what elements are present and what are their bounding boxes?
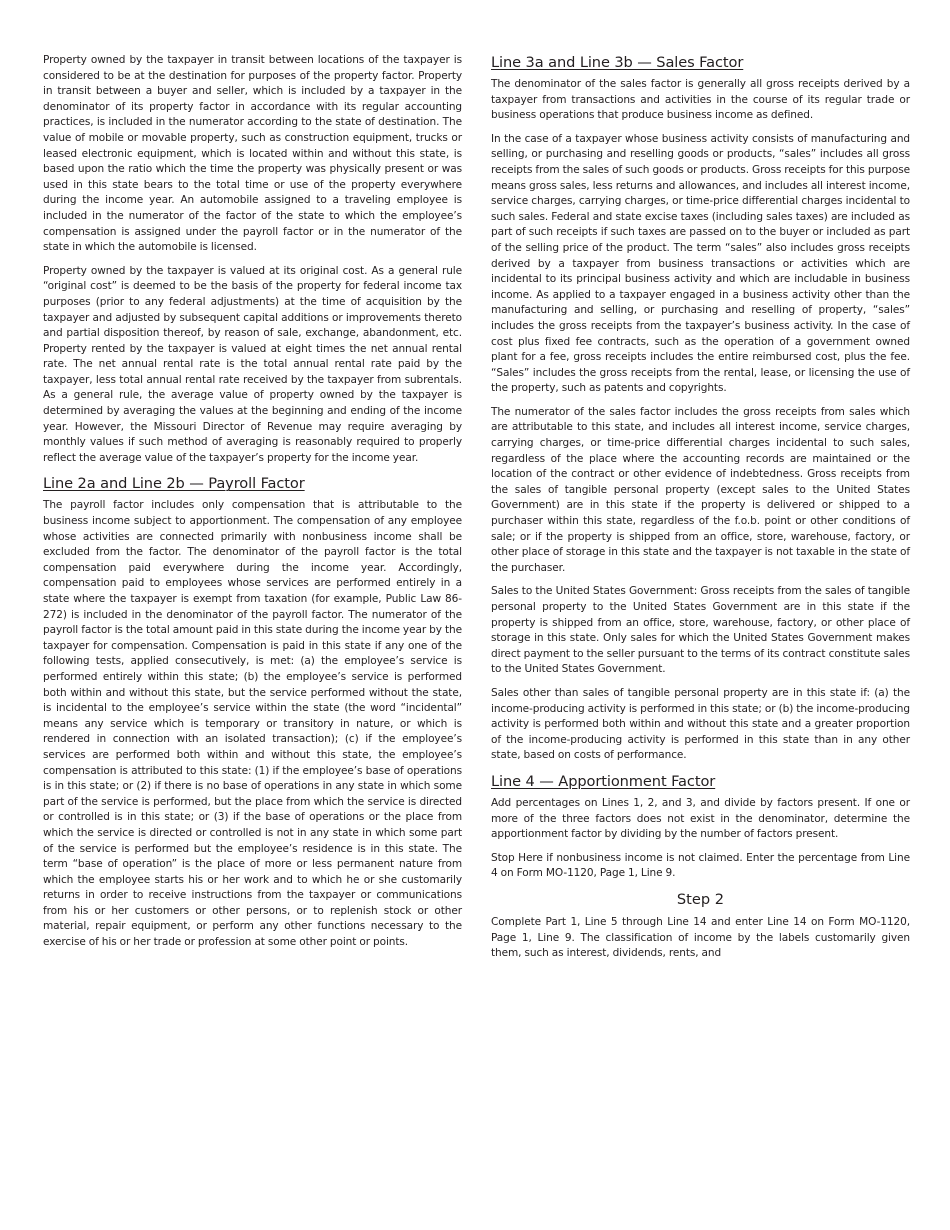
- payroll-factor-paragraph: The payroll factor includes only compensation that is attributable to the business income subject to apportionment. The compensation of any employee whose activities are connected primarily with nonbusiness income shall be excluded from the factor. The denominator of the payroll factor is the total compensation paid everywhere during the income year. Accordingly, compensation paid to employees whose services are performed entirely in a state where the taxpayer is exempt from taxation (for example, Public Law 86-272) is included in the denominator of the payroll factor. The numerator of the payroll factor is the total amount paid in this state during the income year by the taxpayer for compensation. Compensation is paid in this state if any one of the following tests, applied consecutively, is met: (a) the employee’s service is performed entirely within this state; (b) the employee’s service is performed both within and without this state, but the service performed without the state, is incidental to the employee’s service within the state (the word “incidental” means any service which is temporary or transitory in nature, or which is rendered in connection with an isolated transaction); (c) if the employee’s services are performed both within and without this state, the employee’s compensation is attributed to this state: (1) if the employee’s base of operations is in this state; or (2) if there is no base of operations in any state in which some part of the service is performed, but the place from which the service is directed or controlled is in this state; or (3) if the base of operations or the place from which the service is directed or controlled is not in any state in which some part of the service is performed but the employee’s residence is in this state. The term “base of operation” is the place of more or less permanent nature from which the employee starts his or her work and to which he or she customarily returns in order to receive instructions from the taxpayer or communications from his or her customers or other persons, or to replenish stock or other material, repair equipment, or perform any other functions necessary to the exercise of his or her trade or profession at some other point or points.: [43, 499, 462, 949]
- sales-numerator-paragraph: The numerator of the sales factor includes the gross receipts from sales which are attributable to this state, and includes all interest income, service charges, carrying charges, or time-price differential charges incidental to such sales, regardless of the place where the accounting records are maintained or the location of the contract or other evidence of indebtedness. Gross receipts from the sales of tangible personal property (except sales to the United States Government) are in this state if the property is delivered or shipped to a purchaser within this state, regardless of the f.o.b. point or other conditions of sale; or if the property is shipped from an office, store, warehouse, factory, or other place of storage in this state and the taxpayer is not taxable in the state of the purchaser.: [491, 405, 910, 574]
- sales-definition-paragraph: In the case of a taxpayer whose business activity consists of manufacturing and selling, or purchasing and reselling goods or products, “sales” includes all gross receipts from the sales of such goods or products. Gross receipts for this purpose means gross sales, less returns and allowances, and includes all interest income, service charges, carrying charges, or time-price differential charges incidental to such sales. Federal and state excise taxes (including sales taxes) are included as part of such receipts if such taxes are passed on to the buyer or included as part of the selling price of the product. The term “sales” also includes gross receipts derived by a taxpayer from business transactions or activities which are incidental to its principal business activity and which are includable in business income. As applied to a taxpayer engaged in a business activity other than the manufacturing and selling, or purchasing and reselling of property, “sales” includes the gross receipts from the taxpayer’s business activity. In the case of cost plus fixed fee contracts, such as the operation of a government owned plant for a fee, gross receipts includes the entire reimbursed cost, plus the fee. “Sales” includes the gross receipts from the rental, lease, or licensing the use of the property, such as patents and copyrights.: [491, 132, 910, 395]
- us-government-sales-paragraph: Sales to the United States Government: Gross receipts from the sales of tangible personal property to the United States Government are in this state if the property is shipped from an office, store, warehouse, factory, or other place of storage in this state. Only sales for which the United States Government makes direct payment to the seller pursuant to the terms of its contract constitute sales to the United States Government.: [491, 585, 910, 676]
- property-transit-paragraph: Property owned by the taxpayer in transit between locations of the taxpayer is considered to be at the destination for purposes of the property factor. Property in transit between a buyer and seller, which is included by a taxpayer in the denominator of its property factor in accordance with its regular accounting practices, is included in the numerator according to the state of destination. The value of mobile or movable property, such as construction equipment, trucks or leased electronic equipment, which is located within and without this state, is based upon the ratio which the time the property was physically present or was used in this state bears to the total time or use of the property everywhere during the income year. An automobile assigned to a traveling employee is included in the numerator of the factor of the state to which the employee’s compensation is assigned under the payroll factor or in the numerator of the state in which the automobile is licensed.: [43, 54, 462, 254]
- sales-denominator-paragraph: The denominator of the sales factor is generally all gross receipts derived by a taxpayer from transactions and activities in the course of its regular trade or business operations that produce business income as defined.: [491, 78, 910, 122]
- stop-here-paragraph: Stop Here if nonbusiness income is not claimed. Enter the percentage from Line 4 on Form MO-1120, Page 1, Line 9.: [491, 851, 910, 880]
- right-column: [491, 53, 910, 970]
- document-page: [43, 53, 910, 970]
- apportionment-paragraph: Add percentages on Lines 1, 2, and 3, and divide by factors present. If one or more of the three factors does not exist in the denominator, determine the apportionment factor by dividing by the number of factors present.: [491, 796, 910, 841]
- apportionment-factor-heading: Line 4 — Apportionment Factor: [491, 772, 716, 790]
- other-sales-paragraph: Sales other than sales of tangible personal property are in this state if: (a) the income-producing activity is performed in this state; or (b) the income-producing activity is performed both within and without this state and a greater proportion of the income-producing activity is performed in this state than in any other state, based on costs of performance.: [491, 686, 910, 762]
- payroll-factor-heading: Line 2a and Line 2b — Payroll Factor: [43, 475, 305, 493]
- step-2-heading: Step 2: [676, 890, 725, 908]
- left-column: [43, 53, 462, 970]
- property-valuation-paragraph: Property owned by the taxpayer is valued at its original cost. As a general rule “original cost” is deemed to be the basis of the property for federal income tax purposes (prior to any federal adjustments) at the time of acquisition by the taxpayer and adjusted by subsequent capital additions or improvements thereto and partial disposition thereof, by reason of sale, exchange, abandonment, etc. Property rented by the taxpayer is valued at eight times the net annual rental rate. The net annual rental rate is the total annual rental rate paid by the taxpayer, less total annual rental rate received by the taxpayer from subrentals. As a general rule, the average value of property owned by the taxpayer is determined by averaging the values at the beginning and ending of the income year. However, the Missouri Director of Revenue may require averaging by monthly values if such method of averaging is reasonably required to properly reflect the average value of the taxpayer’s property for the income year.: [43, 264, 462, 464]
- step-2-paragraph: Complete Part 1, Line 5 through Line 14 and enter Line 14 on Form MO-1120, Page 1, Line 9. The classification of income by the labels customarily given them, such as interest, dividends, rents, and: [491, 915, 910, 960]
- sales-factor-heading: Line 3a and Line 3b — Sales Factor: [491, 54, 744, 71]
